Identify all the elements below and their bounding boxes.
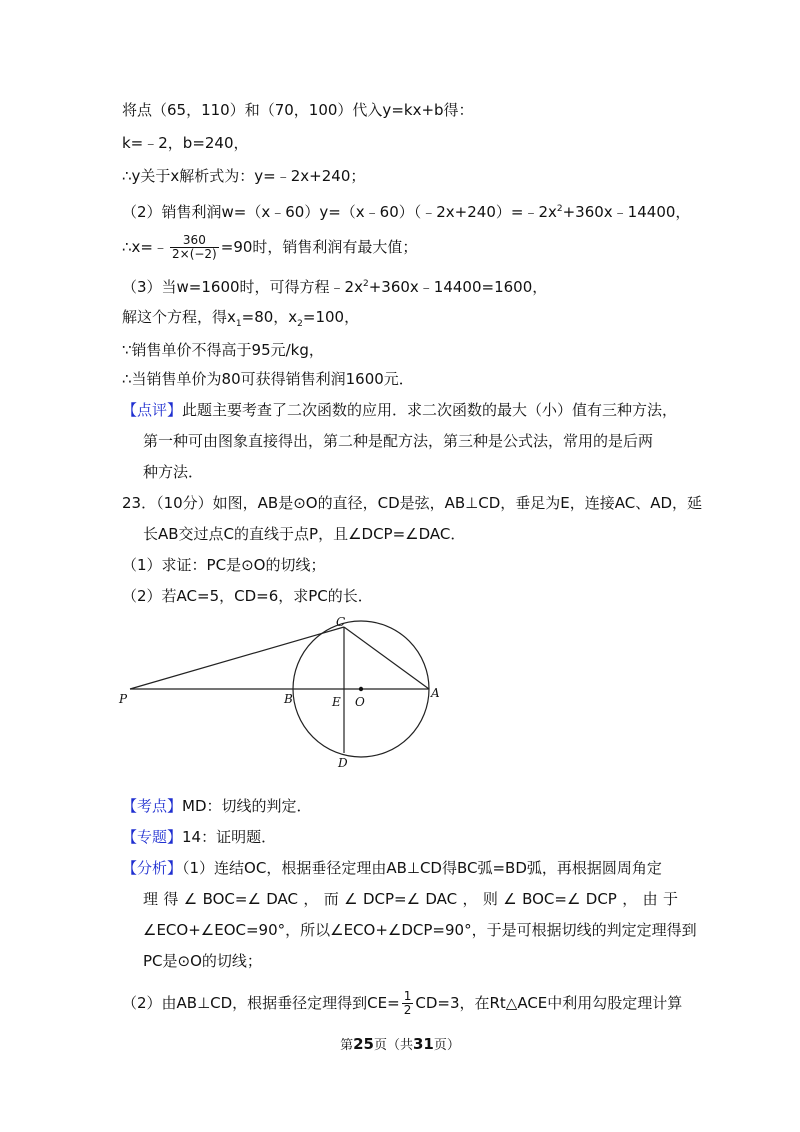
solution-line-1: 将点（65，110）和（70，100）代入y=kx+b得： <box>122 101 474 119</box>
subscript: 2 <box>297 319 303 329</box>
fraction-numerator: 1 <box>403 989 412 1003</box>
problem-line-1: 23．（10分）如图，AB是⊙O的直径，CD是弦，AB⊥CD，垂足为E，连接AC、AD，延 <box>122 494 703 512</box>
zhuanti-line <box>122 827 276 847</box>
problem-line-2: 长AB交过点C的直线于点P，且∠DCP=∠DAC． <box>143 525 466 543</box>
problem-line-4: （2）若AC=5，CD=6，求PC的长． <box>122 587 373 605</box>
text-span: （1）连结OC，根据垂径定理由AB⊥CD得BC弧=BD弧，再根据圆周角定 <box>182 859 662 877</box>
solution-line-9: ∴当销售单价为80可获得销售利润1600元． <box>122 370 414 388</box>
text-span: MD：切线的判定． <box>182 797 312 815</box>
text-span: =80，x <box>241 308 298 326</box>
text-span: 解这个方程，得x <box>122 308 236 326</box>
exponent: 2 <box>362 279 369 289</box>
text-span: ∴x=﹣ <box>122 238 168 256</box>
text-span: 14：证明题． <box>182 828 277 846</box>
geometry-figure <box>110 608 450 774</box>
text-span: 于 <box>662 890 678 908</box>
label-d: D <box>338 756 348 770</box>
page-footer <box>0 1034 800 1053</box>
text-span: 而 <box>323 890 339 908</box>
text-span: DAC <box>425 890 458 908</box>
line-pc <box>130 627 344 689</box>
text-span: （3）当w=1600时，可得方程﹣2x <box>122 278 363 296</box>
label-a: A <box>431 686 440 700</box>
text-span: CD=3，在Rt△ACE中利用勾股定理计算 <box>415 994 683 1012</box>
label-p: P <box>119 692 128 706</box>
text-span: =100， <box>302 308 360 326</box>
total-pages: 31 <box>413 1035 434 1053</box>
text-span: DAC <box>266 890 299 908</box>
solution-line-4 <box>122 199 690 222</box>
solution-line-2: k=﹣2，b=240， <box>122 134 249 152</box>
text-span: +360x﹣14400=1600， <box>368 278 548 296</box>
analysis-line-1 <box>122 858 662 878</box>
solution-line-8: ∵销售单价不得高于95元/kg， <box>122 341 324 359</box>
footer-text: 页） <box>433 1038 460 1053</box>
problem-line-3: （1）求证：PC是⊙O的切线； <box>122 556 326 574</box>
text-span: DCP=∠ <box>362 890 421 908</box>
fraction-numerator: 360 <box>170 234 219 248</box>
fraction <box>402 990 414 1017</box>
center-point <box>359 687 363 691</box>
zhuanti-tag: 【专题】 <box>122 828 183 846</box>
line-ca <box>344 627 429 689</box>
kaodian-tag: 【考点】 <box>122 797 183 815</box>
text-span: ， <box>303 890 319 908</box>
fraction <box>170 234 219 261</box>
solution-line-5 <box>122 234 417 261</box>
text-span: 则 <box>482 890 498 908</box>
text-span: ∠ <box>344 890 358 908</box>
label-o: O <box>355 695 365 709</box>
text-span: ∠ <box>503 890 517 908</box>
text-span: 得 <box>163 890 179 908</box>
label-b: B <box>284 692 293 706</box>
analysis-tag: 【分析】 <box>122 859 183 877</box>
text-span: ， <box>622 890 638 908</box>
text-span: ， <box>462 890 478 908</box>
text-span: 由 <box>642 890 658 908</box>
text-span: ∠ <box>183 890 198 908</box>
comment-line-3: 种方法． <box>143 463 204 481</box>
footer-text: 第 <box>340 1038 354 1053</box>
text-span: （2）由AB⊥CD，根据垂径定理得到CE= <box>122 994 400 1012</box>
analysis-line-3: ∠ECO+∠EOC=90°，所以∠ECO+∠DCP=90°，于是可根据切线的判定定理得到 <box>143 921 697 939</box>
solution-line-7 <box>122 307 359 334</box>
analysis-line-4: PC是⊙O的切线； <box>143 952 262 970</box>
label-e: E <box>332 695 341 709</box>
text-span: BOC=∠ <box>202 890 261 908</box>
fraction-denominator: 2 <box>403 1003 412 1017</box>
text-span: +360x﹣14400， <box>562 203 691 221</box>
page-number: 25 <box>353 1035 374 1053</box>
text-span: BOC=∠ <box>522 890 581 908</box>
comment-line-2: 第一种可由图象直接得出，第二种是配方法，第三种是公式法，常用的是后两 <box>143 432 654 450</box>
analysis-line-2 <box>143 889 678 909</box>
fraction-denominator: 2×(−2) <box>172 247 217 261</box>
label-c: C <box>336 615 346 629</box>
text-span: 理 <box>143 890 159 908</box>
footer-text: 页（共 <box>373 1038 413 1053</box>
comment-tag: 【点评】 <box>122 401 183 419</box>
text-span: （2）销售利润w=（x﹣60）y=（x﹣60）（﹣2x+240）=﹣2x <box>122 203 557 221</box>
text-span: DCP <box>585 890 617 908</box>
kaodian-line <box>122 796 312 816</box>
analysis-line-5 <box>122 990 682 1017</box>
comment-line-1 <box>122 400 677 420</box>
exponent: 2 <box>556 204 563 214</box>
text-span: =90时，销售利润有最大值； <box>220 238 418 256</box>
text-span: 此题主要考查了二次函数的应用．求二次函数的最大（小）值有三种方法， <box>182 401 678 419</box>
subscript: 1 <box>235 319 242 329</box>
solution-line-3: ∴y关于x解析式为：y=﹣2x+240； <box>122 167 366 185</box>
solution-line-6 <box>122 274 547 297</box>
